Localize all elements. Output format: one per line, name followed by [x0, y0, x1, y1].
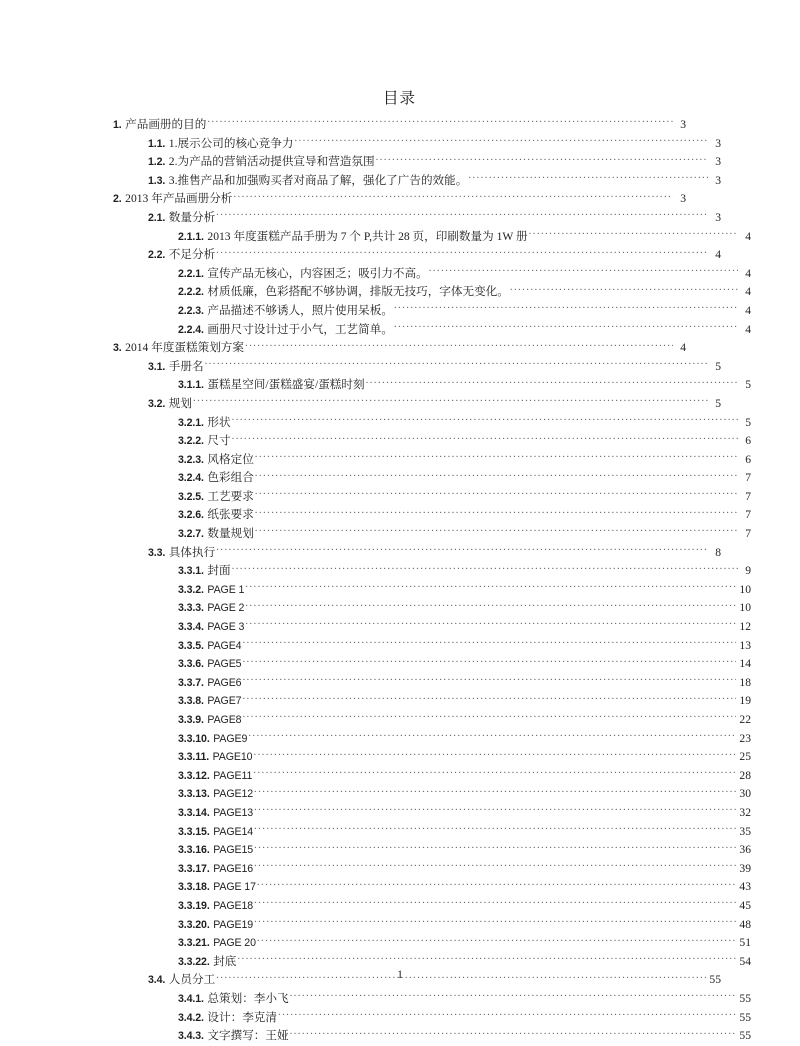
- toc-dot-leader: [394, 322, 738, 333]
- toc-entry-label: 设计：李克清: [207, 1010, 277, 1024]
- toc-entry[interactable]: [113, 339, 686, 358]
- toc-dot-leader: [255, 507, 738, 518]
- toc-entry-number: 3.3.15.: [178, 825, 210, 838]
- toc-list: [113, 116, 751, 1046]
- toc-entry[interactable]: [113, 135, 721, 154]
- toc-entry-page-number: 22: [739, 713, 751, 726]
- toc-entry-number: 3.2.5.: [178, 490, 204, 503]
- toc-entry[interactable]: [113, 153, 721, 172]
- toc-dot-leader: [232, 415, 738, 426]
- toc-entry-label: 产品画册的目的: [125, 118, 207, 131]
- toc-entry[interactable]: [113, 116, 686, 135]
- toc-entry-label: 数量分析: [168, 210, 216, 224]
- toc-dot-leader: [294, 136, 708, 147]
- toc-entry-label: 画册尺寸设计过于小气，工艺简单。: [207, 322, 393, 336]
- toc-entry-label: PAGE6: [207, 676, 242, 689]
- toc-entry[interactable]: [113, 376, 751, 395]
- toc-entry[interactable]: [113, 488, 751, 507]
- toc-dot-leader: [255, 470, 738, 481]
- toc-entry[interactable]: [113, 395, 721, 414]
- toc-entry-label: 1.展示公司的核心竞争力: [168, 136, 294, 150]
- toc-dot-leader: [205, 359, 708, 370]
- toc-entry-page-number: 7: [745, 527, 751, 541]
- toc-entry[interactable]: [113, 730, 751, 749]
- toc-entry[interactable]: [113, 748, 751, 767]
- toc-dot-leader: [253, 768, 736, 779]
- toc-entry[interactable]: [113, 581, 751, 600]
- toc-entry-label: PAGE8: [207, 714, 242, 726]
- toc-entry-label: PAGE 17: [213, 881, 256, 894]
- toc-entry-page-number: 5: [715, 396, 721, 410]
- toc-entry-page-number: 5: [745, 415, 751, 429]
- toc-entry-page-number: 14: [739, 657, 751, 671]
- toc-entry-label: 纸张要求: [207, 508, 254, 522]
- toc-entry-label: PAGE16: [213, 862, 254, 875]
- toc-entry-page-number: 18: [739, 675, 751, 689]
- toc-entry-page-number: 23: [739, 731, 751, 745]
- toc-entry-label: PAGE18: [213, 899, 254, 912]
- toc-entry-page-number: 8: [715, 545, 721, 559]
- toc-entry-page-number: 7: [745, 508, 751, 522]
- toc-dot-leader: [193, 396, 708, 407]
- toc-dot-leader: [510, 284, 738, 295]
- toc-entry-label: 规划: [168, 396, 192, 410]
- toc-entry-number: 3.3.2.: [178, 583, 204, 596]
- toc-entry-page-number: 3: [680, 118, 686, 131]
- toc-entry-label: 3.推售产品和加强购买者对商品了解，强化了广告的效能。: [168, 173, 468, 187]
- toc-entry[interactable]: [113, 1027, 751, 1046]
- toc-entry-number: 2.2.2.: [178, 286, 204, 299]
- toc-entry[interactable]: [113, 860, 751, 879]
- toc-entry[interactable]: [113, 414, 751, 433]
- toc-entry-label: 材质低廉，色彩搭配不够协调，排版无技巧，字体无变化。: [207, 285, 509, 299]
- toc-entry-page-number: 3: [715, 136, 721, 150]
- toc-dot-leader: [232, 433, 738, 444]
- toc-entry-page-number: 9: [745, 564, 751, 578]
- toc-entry-label: 数量规划: [207, 527, 254, 541]
- toc-entry[interactable]: [113, 599, 751, 618]
- toc-entry-label: PAGE 3: [207, 621, 245, 634]
- toc-entry-number: 2.2.: [148, 249, 166, 262]
- toc-entry[interactable]: [113, 302, 751, 321]
- toc-dot-leader: [394, 303, 738, 314]
- toc-entry[interactable]: [113, 469, 751, 488]
- toc-dot-leader: [233, 191, 673, 202]
- toc-entry-label: PAGE13: [213, 806, 254, 819]
- toc-entry-number: 3.3.17.: [178, 862, 210, 875]
- toc-entry-number: 3.3.7.: [178, 676, 204, 689]
- toc-entry-page-number: 4: [745, 229, 751, 243]
- page-title: 目录: [382, 90, 416, 107]
- toc-entry[interactable]: [113, 172, 721, 191]
- toc-entry[interactable]: [113, 544, 721, 563]
- toc-entry-label: 总策划：李小飞: [207, 991, 289, 1005]
- toc-entry-label: 封底: [213, 954, 237, 968]
- toc-entry-label: 风格定位: [207, 452, 254, 466]
- toc-entry-label: PAGE 2: [207, 602, 245, 615]
- toc-entry-number: 2.1.: [148, 211, 166, 224]
- toc-entry-page-number: 55: [709, 973, 721, 987]
- toc-dot-leader: [257, 935, 737, 946]
- toc-entry-number: 3.3.21.: [178, 937, 210, 950]
- toc-entry-number: 3.4.3.: [178, 1030, 204, 1043]
- footer-page-number: 1: [397, 968, 403, 981]
- toc-entry-number: 3.4.1.: [178, 992, 204, 1005]
- toc-entry[interactable]: [113, 562, 751, 581]
- toc-entry-page-number: 35: [739, 824, 751, 838]
- toc-entry[interactable]: [113, 711, 751, 730]
- toc-entry[interactable]: [113, 897, 751, 916]
- toc-entry-label: PAGE 20: [213, 937, 256, 950]
- toc-entry-page-number: 3: [715, 210, 721, 224]
- toc-entry[interactable]: [113, 692, 751, 711]
- toc-entry-number: 3.3.16.: [178, 844, 210, 857]
- toc-entry-number: 3.1.1.: [178, 379, 204, 392]
- toc-entry[interactable]: [113, 878, 751, 897]
- toc-entry-page-number: 45: [739, 898, 751, 912]
- toc-entry-number: 1.: [113, 119, 122, 131]
- toc-entry-page-number: 3: [715, 173, 721, 187]
- toc-entry-label: PAGE4: [207, 639, 242, 652]
- toc-entry-page-number: 32: [739, 805, 751, 819]
- toc-entry[interactable]: [113, 655, 751, 674]
- toc-entry[interactable]: [113, 934, 751, 953]
- toc-entry-number: 1.3.: [148, 174, 166, 187]
- toc-entry-number: 3.4.: [148, 974, 166, 987]
- toc-entry-number: 3.2.: [148, 397, 166, 410]
- toc-entry-page-number: 55: [739, 1029, 751, 1043]
- toc-entry-number: 2.2.1.: [178, 267, 204, 280]
- toc-entry-page-number: 7: [745, 471, 751, 485]
- toc-dot-leader: [253, 749, 736, 760]
- toc-dot-leader: [216, 210, 708, 221]
- toc-entry-page-number: 5: [715, 359, 721, 373]
- toc-dot-leader: [254, 824, 736, 835]
- toc-entry[interactable]: [113, 228, 751, 247]
- toc-entry-page-number: 4: [680, 341, 686, 355]
- toc-entry[interactable]: [113, 358, 721, 377]
- toc-entry-number: 1.1.: [148, 137, 166, 150]
- toc-entry-number: 3.3.3.: [178, 602, 204, 615]
- toc-entry[interactable]: [113, 283, 751, 302]
- toc-entry-number: 3.3.14.: [178, 806, 210, 819]
- toc-entry-page-number: 25: [739, 750, 751, 764]
- toc-entry[interactable]: [113, 674, 751, 693]
- toc-entry-page-number: 39: [739, 861, 751, 875]
- toc-dot-leader: [254, 805, 736, 816]
- toc-entry-label: 封面: [207, 564, 231, 578]
- toc-dot-leader: [242, 656, 736, 667]
- toc-entry-page-number: 3: [680, 192, 686, 206]
- toc-entry-page-number: 30: [739, 787, 751, 801]
- toc-entry-number: 3.2.2.: [178, 435, 204, 448]
- toc-entry-page-number: 13: [739, 638, 751, 652]
- toc-entry[interactable]: [113, 190, 686, 209]
- toc-dot-leader: [254, 917, 736, 928]
- toc-entry-number: 3.3.11.: [178, 751, 210, 764]
- toc-entry[interactable]: [113, 209, 721, 228]
- toc-entry[interactable]: [113, 804, 751, 823]
- toc-entry-label: 尺寸: [207, 434, 231, 448]
- toc-entry-page-number: 43: [739, 880, 751, 894]
- toc-entry[interactable]: [113, 246, 721, 265]
- toc-entry-number: 3.3.6.: [178, 658, 204, 671]
- toc-entry[interactable]: [113, 525, 751, 544]
- toc-dot-leader: [237, 954, 736, 965]
- toc-dot-leader: [468, 173, 708, 184]
- toc-entry-label: 手册名: [168, 359, 204, 373]
- toc-entry[interactable]: [113, 767, 751, 786]
- toc-entry-number: 2.2.4.: [178, 323, 204, 336]
- toc-dot-leader: [290, 991, 737, 1002]
- toc-entry-label: PAGE14: [213, 825, 254, 838]
- toc-entry-number: 3.3.1.: [178, 565, 204, 578]
- toc-entry-label: PAGE7: [207, 695, 242, 708]
- toc-entry-page-number: 19: [739, 694, 751, 708]
- toc-entry-label: 2013 年度蛋糕产品手册为 7 个 P,共计 28 页，印刷数量为 1W 册: [207, 229, 528, 243]
- toc-dot-leader: [254, 842, 736, 853]
- toc-dot-leader: [376, 154, 708, 165]
- toc-entry-label: 蛋糕星空间/蛋糕盛宴/蛋糕时刻: [207, 378, 365, 392]
- toc-dot-leader: [290, 1028, 737, 1039]
- toc-entry-label: 人员分工: [168, 973, 216, 987]
- toc-entry-page-number: 4: [745, 285, 751, 299]
- toc-entry-page-number: 6: [745, 434, 751, 448]
- toc-entry-page-number: 55: [739, 1010, 751, 1024]
- toc-entry-number: 3.3.8.: [178, 695, 204, 708]
- toc-entry[interactable]: [113, 785, 751, 804]
- toc-entry-page-number: 51: [739, 936, 751, 950]
- toc-entry-number: 2.2.3.: [178, 304, 204, 317]
- toc-entry[interactable]: [113, 916, 751, 935]
- toc-entry-page-number: 6: [745, 452, 751, 466]
- toc-dot-leader: [248, 731, 736, 742]
- toc-entry-number: 3.3.18.: [178, 881, 210, 894]
- toc-entry-number: 3.1.: [148, 360, 166, 373]
- toc-dot-leader: [255, 489, 738, 500]
- toc-entry-label: 2013 年产品画册分析: [125, 192, 233, 206]
- toc-dot-leader: [245, 582, 736, 593]
- toc-entry[interactable]: [113, 451, 751, 470]
- toc-entry-number: 3.3.12.: [178, 769, 210, 782]
- toc-dot-leader: [254, 786, 736, 797]
- toc-entry-page-number: 4: [745, 266, 751, 280]
- toc-entry-page-number: 55: [739, 991, 751, 1005]
- toc-entry-number: 2.1.1.: [178, 230, 204, 243]
- toc-dot-leader: [529, 229, 738, 240]
- toc-entry[interactable]: [113, 1009, 751, 1028]
- toc-entry-number: 3.3.9.: [178, 714, 204, 726]
- toc-entry-label: 宣传产品无核心，内容困乏；吸引力不高。: [207, 266, 428, 280]
- toc-dot-leader: [429, 266, 738, 277]
- toc-dot-leader: [216, 545, 708, 556]
- toc-entry-number: 3.3.19.: [178, 899, 210, 912]
- toc-entry-page-number: 28: [739, 768, 751, 782]
- toc-dot-leader: [278, 1010, 736, 1021]
- toc-entry-number: 1.2.: [148, 156, 166, 169]
- toc-dot-leader: [242, 693, 736, 704]
- toc-entry[interactable]: [113, 321, 751, 340]
- toc-entry-number: 3.4.2.: [178, 1011, 204, 1024]
- toc-entry-number: 3.3.10.: [178, 732, 210, 745]
- toc-entry-number: 3.2.7.: [178, 528, 204, 541]
- toc-entry-number: 3.2.4.: [178, 472, 204, 485]
- toc-dot-leader: [242, 638, 736, 649]
- toc-entry-label: 文字撰写：王娅: [207, 1029, 289, 1043]
- toc-entry-page-number: 10: [739, 601, 751, 615]
- toc-entry-number: 2.: [113, 193, 122, 206]
- toc-dot-leader: [242, 675, 736, 686]
- toc-entry[interactable]: [113, 432, 751, 451]
- toc-dot-leader: [242, 712, 736, 723]
- toc-entry[interactable]: [113, 265, 751, 284]
- toc-entry-page-number: 10: [739, 582, 751, 596]
- toc-entry-number: 3.3.13.: [178, 788, 210, 801]
- toc-entry-number: 3.3.: [148, 546, 166, 559]
- toc-entry[interactable]: [113, 637, 751, 656]
- toc-entry-label: PAGE19: [213, 918, 254, 931]
- toc-entry-number: 3.2.1.: [178, 416, 204, 429]
- toc-entry-label: PAGE9: [213, 732, 248, 745]
- toc-entry-page-number: 4: [745, 322, 751, 336]
- toc-entry-number: 3.3.4.: [178, 621, 204, 634]
- toc-entry-label: 形状: [207, 415, 231, 429]
- toc-dot-leader: [254, 898, 736, 909]
- toc-entry[interactable]: [113, 506, 751, 525]
- toc-entry-page-number: 4: [715, 248, 721, 262]
- toc-entry[interactable]: [113, 823, 751, 842]
- toc-dot-leader: [207, 117, 673, 128]
- toc-entry[interactable]: [113, 618, 751, 637]
- toc-dot-leader: [257, 879, 737, 890]
- toc-entry-number: 3.2.3.: [178, 453, 204, 466]
- toc-dot-leader: [255, 452, 738, 463]
- toc-entry-label: PAGE15: [213, 844, 254, 857]
- toc-entry-label: PAGE10: [212, 751, 253, 764]
- toc-entry-label: 产品描述不够诱人，照片使用呆板。: [207, 303, 393, 317]
- toc-entry-page-number: 5: [745, 378, 751, 392]
- toc-entry-label: 2.为产品的营销活动提供宣导和营造氛围: [168, 155, 375, 169]
- toc-entry-page-number: 54: [739, 954, 751, 968]
- toc-dot-leader: [245, 600, 736, 611]
- toc-entry-label: PAGE11: [213, 769, 253, 782]
- toc-entry-page-number: 36: [739, 843, 751, 857]
- toc-entry-page-number: 3: [715, 155, 721, 169]
- toc-dot-leader: [366, 377, 738, 388]
- toc-entry-label: 具体执行: [168, 545, 216, 559]
- toc-dot-leader: [255, 526, 738, 537]
- toc-entry-label: 2014 年度蛋糕策划方案: [125, 341, 244, 355]
- toc-entry-number: 3.3.5.: [178, 639, 204, 652]
- toc-dot-leader: [254, 861, 736, 872]
- toc-dot-leader: [232, 563, 738, 574]
- toc-entry[interactable]: [113, 990, 751, 1009]
- toc-entry-page-number: 4: [745, 303, 751, 317]
- toc-entry-label: 色彩组合: [207, 471, 254, 485]
- toc-entry-number: 3.3.22.: [178, 955, 210, 968]
- toc-dot-leader: [216, 247, 708, 258]
- toc-entry-label: 工艺要求: [207, 489, 254, 503]
- toc-entry-label: PAGE 1: [207, 583, 245, 596]
- toc-entry-page-number: 12: [739, 620, 751, 634]
- toc-entry-number: 3.3.20.: [178, 918, 210, 931]
- toc-entry-label: 不足分析: [168, 248, 216, 262]
- toc-entry-label: PAGE5: [207, 658, 242, 671]
- toc-container: [113, 88, 751, 1046]
- toc-entry-page-number: 48: [739, 917, 751, 931]
- toc-entry[interactable]: [113, 841, 751, 860]
- toc-dot-leader: [245, 340, 673, 351]
- toc-entry-label: PAGE12: [213, 788, 254, 801]
- toc-entry-number: 3.2.6.: [178, 509, 204, 522]
- toc-dot-leader: [245, 619, 736, 630]
- toc-entry-page-number: 7: [745, 489, 751, 503]
- toc-entry-number: 3.: [113, 342, 122, 355]
